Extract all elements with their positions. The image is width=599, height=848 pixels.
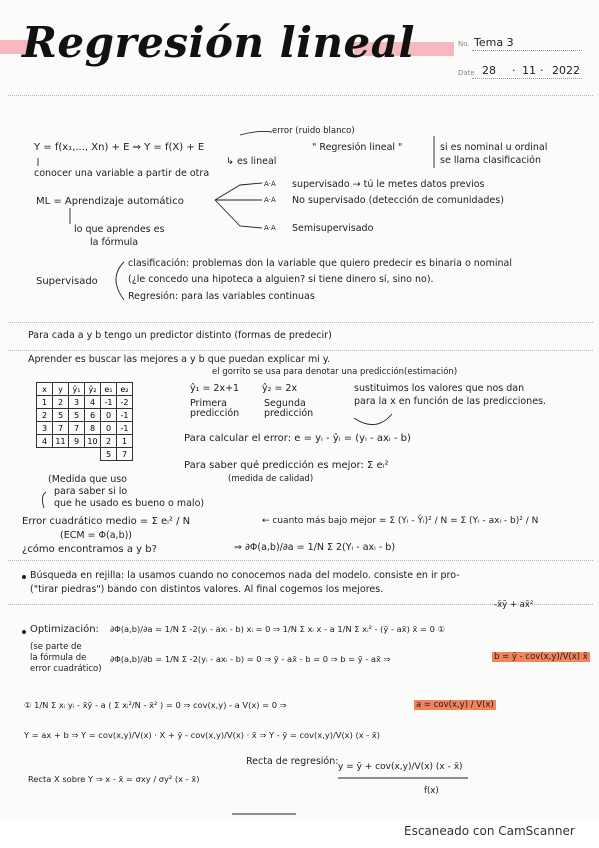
equation-one: ① 1/N Σ xᵢ yᵢ - x̄ȳ - a ( Σ xᵢ²/N - x̄² ) = 0 ⇒ cov(x,y) - a V(x) = 0 ⇒ [24,700,287,710]
table-cell: 5 [53,409,69,422]
lo-que-aprendes-2: la fórmula [90,237,139,248]
recta-x-sobre-y: Recta X sobre Y ⇒ x - x̄ = σxy / σy² (x - x̄) [28,774,200,784]
derivative-a: ⇒ ∂Φ(a,b)/∂a = 1/N Σ 2(Yᵢ - axᵢ - b) [234,542,396,553]
table-cell: -1 [117,422,133,435]
supervisado-brace [116,262,124,300]
regresion-lineal-label: " Regresión lineal " [312,142,403,153]
table-header: e₁ [101,383,117,396]
error-formula: Para calcular el error: e = yᵢ - ŷᵢ = (yᵢ - axᵢ - b) [184,433,411,444]
como-encontramos: ¿cómo encontramos a y b? [22,544,157,555]
date-sep-1: · [512,64,516,77]
medida-note-1: (Medida que uso [48,474,127,485]
gorrito-note: el gorrito se usa para denotar una predicción(estimación) [212,367,458,377]
prediction-2: ŷ₂ = 2x [262,383,298,394]
clasificacion-example: (¿le concedo una hipoteca a alguien? si tiene dinero sí, sino no). [128,274,434,285]
no-label: No. [458,40,470,48]
ecm-formula: Error cuadrático medio = Σ eᵢ² / N [22,516,191,527]
table-header: x [37,383,53,396]
b-result-highlight: b = ȳ - cov(x,y)/V(x) x̄ [494,652,588,662]
supervisado-label: Supervisado [36,276,98,287]
para-cada-a-b: Para cada a y b tengo un predictor distinto (formas de predecir) [28,330,332,341]
clasificacion-def: clasificación: problemas don la variable que quiero predecir es binaria o nominal [128,258,512,269]
busqueda-rejilla-1: Búsqueda en rejilla: la usamos cuando no conocemos nada del modelo. consiste en ir pro- [30,570,460,581]
table-cell: 5 [69,409,85,422]
recta-derivation: Y = ax + b ⇒ Y = cov(x,y)/V(x) · X + ȳ - cov(x,y)/V(x) · x̄ ⇒ Y - ȳ = cov(x,y)/V(x) (x - x̄) [24,730,381,740]
table-cell: 3 [69,396,85,409]
regresion-def: Regresión: para las variables continuas [128,291,315,302]
table-cell: 2 [101,435,117,448]
top-annotation: -x̄ȳ + ax̄² [494,600,534,610]
table-header: y [53,383,69,396]
table-cell: 0 [101,422,117,435]
parte-note-2: la fórmula de [30,653,87,663]
optimizacion-label: Optimización: [30,624,99,635]
date-year: 2022 [552,64,580,77]
table-cell: 2 [37,409,53,422]
medida-note-2: para saber si lo [54,486,128,497]
optimizacion-b: ∂Φ(a,b)/∂b = 1/N Σ -2(yᵢ - axᵢ - b) = 0 ⇒ ȳ - ax̄ - b = 0 ⇒ b = ȳ - ax̄ ⇒ [110,654,391,664]
sust-underline [354,414,392,425]
supervisado-item: supervisado → tú le metes datos previos [292,179,485,190]
page-title: Regresión lineal [22,18,415,67]
nominal-note-1: si es nominal u ordinal [440,142,548,153]
table-cell: 8 [85,422,101,435]
parte-note-1: (se parte de [30,642,82,652]
table-cell: 2 [53,396,69,409]
table-header: ŷ₁ [69,383,85,396]
table-cell: 5 [101,448,117,461]
table-cell: 6 [85,409,101,422]
lo-que-aprendes-1: lo que aprendes es [74,224,165,235]
parte-note-3: error cuadrático) [30,664,102,674]
table-cell: 1 [37,396,53,409]
lineal-note: ↳ es lineal [226,156,277,167]
model-equation: Y = f(x₁,..., Xn) + E ⇒ Y = f(X) + E [34,142,205,153]
table-cell: 7 [117,448,133,461]
table-cell: -1 [117,409,133,422]
medida-note-3: que he usado es bueno o malo) [54,498,205,509]
ecm-menor: ← cuanto más bajo mejor = Σ (Yᵢ - Ŷᵢ)² / N = Σ (Yᵢ - axᵢ - b)² / N [262,516,539,526]
optimizacion-a: ∂Φ(a,b)/∂a = 1/N Σ -2(yᵢ - axᵢ - b) xᵢ = 0 ⇒ 1/N Σ xᵢ x - a 1/N Σ xᵢ² - (ȳ - ax̄) x̄ = 0 ① [110,624,445,634]
ruido-arrow [240,131,272,135]
ecm-definition: (ECM = Φ(a,b)) [60,530,133,541]
table-cell: 11 [53,435,69,448]
date-sep-2: · [540,64,544,77]
ml-definition: ML = Aprendizaje automático [36,196,184,207]
medida-calidad: (medida de calidad) [228,474,314,484]
table-cell: 0 [101,409,117,422]
a-result-highlight: a = cov(x,y) / V(x) [416,700,494,710]
busqueda-rejilla-2: ("tirar piedras") bando con distintos valores. Al final cogemos los mejores. [30,584,384,595]
semisupervisado-item: Semisupervisado [292,223,374,234]
prediccion-label-2: predicción [264,408,314,419]
prediction-1: ŷ₁ = 2x+1 [190,383,240,394]
table-header: ŷ₂ [85,383,101,396]
branch-arrow-up [215,183,262,200]
aprender-text: Aprender es buscar las mejores a y b que puedan explicar mi y. [28,354,331,365]
table-cell: 7 [53,422,69,435]
medida-brace [42,492,46,508]
no-supervisado-item: No supervisado (detección de comunidades) [292,195,504,206]
aa-tag-3: A·A [264,224,276,232]
date-month: 11 [522,64,536,77]
ruido-note: error (ruido blanco) [272,126,355,136]
nominal-note-2: se llama clasificación [440,155,542,166]
recta-equation: y = ȳ + cov(x,y)/V(x) (x - x̄) [338,762,463,772]
tema-value: Tema 3 [474,36,514,49]
camscanner-watermark: Escaneado con CamScanner [404,824,575,838]
table-cell: 9 [69,435,85,448]
table-cell: -1 [101,396,117,409]
table-cell: 4 [37,435,53,448]
branch-arrow-down [215,200,262,228]
table-cell: 4 [85,396,101,409]
fx-label: f(x) [424,786,439,796]
conocer-note: conocer una variable a partir de otra [34,168,210,179]
mejor-formula: Para saber qué predicción es mejor: Σ eᵢ² [184,460,389,471]
table-cell: -2 [117,396,133,409]
prediccion-label-1: predicción [190,408,240,419]
aa-tag-1: A·A [264,180,276,188]
table-cell: 1 [117,435,133,448]
table-cell: 3 [37,422,53,435]
aa-tag-2: A·A [264,196,276,204]
date-label: Date [458,69,475,77]
table-header: e₂ [117,383,133,396]
segunda-label: Segunda [264,398,306,409]
table-cell: 7 [69,422,85,435]
sustituimos-1: sustituimos los valores que nos dan [354,383,525,394]
primera-label: Primera [190,398,227,409]
recta-label: Recta de regresión: [246,756,339,767]
table-cell: 10 [85,435,101,448]
date-day: 28 [482,64,496,77]
sustituimos-2: para la x en función de las predicciones. [354,396,547,407]
